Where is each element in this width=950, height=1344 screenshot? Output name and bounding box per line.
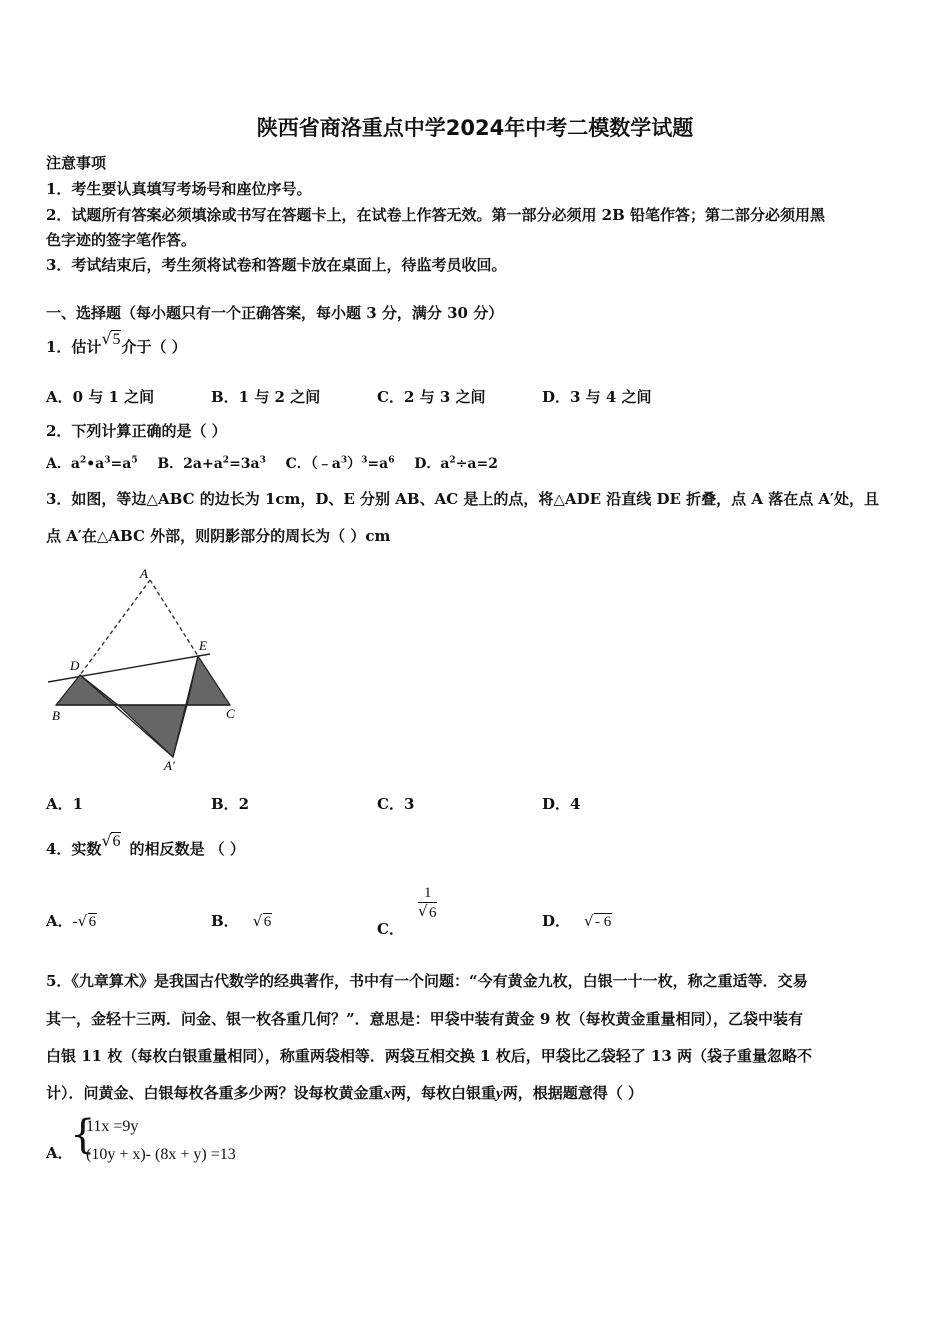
q2-d-rest: ÷a=2: [455, 456, 498, 472]
q1-option-a: A．0 与 1 之间: [46, 388, 155, 406]
label-a-prime: A′: [164, 758, 175, 773]
dashed-ad: [80, 580, 150, 675]
q2-d-exp: 2: [449, 455, 456, 466]
q4-d-sqrt: [584, 914, 612, 931]
q2-c-exp3: 6: [388, 455, 395, 466]
q3-option-c: C．3: [377, 795, 415, 813]
q5-var-y: y: [496, 1086, 503, 1102]
q5-line4-part3: 两，根据题意得（ ）: [502, 1084, 643, 1102]
q3-option-a: A．1: [46, 795, 84, 813]
question-1: [46, 331, 187, 357]
q4-c-radicand: 6: [428, 905, 437, 921]
question-3-line-2: 点 A′在△ABC 外部，则阴影部分的周长为（ ）cm: [46, 527, 391, 545]
label-a: A: [140, 566, 148, 581]
q4-c-fraction: [418, 884, 438, 923]
question-3-line-1: 3．如图，等边△ABC 的边长为 1cm，D、E 分别 AB、AC 是上的点，将△ADE 沿直线 DE 折叠，点 A 落在点 A′处，且: [46, 490, 880, 508]
q1-prefix: 1．估计: [46, 338, 102, 356]
label-d: D: [70, 658, 80, 673]
triangle-fold-figure: [40, 560, 250, 775]
dashed-ae: [150, 580, 198, 656]
label-b: B: [52, 708, 60, 723]
page-title: 陕西省商洛重点中学2024年中考二模数学试题: [256, 116, 694, 140]
q2-a-label: A．: [46, 456, 71, 472]
q2-b-exp2: 3: [259, 455, 266, 466]
q4-b-label: B．: [211, 912, 239, 930]
q4-option-d: [542, 910, 612, 931]
q4-prefix: 4．实数: [46, 840, 102, 858]
q2-options: [46, 453, 498, 473]
q4-radicand: 6: [112, 833, 121, 850]
notice-item-2: 2．试题所有答案必须填涂或书写在答题卡上，在试卷上作答无效。第一部分必须用 2B 铅笔作答；第二部分必须用黑: [46, 206, 826, 224]
q2-a-base: a: [70, 456, 80, 472]
q2-a-eq: =a: [110, 456, 132, 472]
q4-suffix: 的相反数是 （ ）: [129, 840, 245, 858]
q2-b-exp: 2: [222, 455, 230, 466]
q4-a-sqrt: [78, 914, 98, 931]
notice-item-2-cont: 色字迹的签字笔作答。: [46, 231, 197, 249]
q5-a-equation-1: 11x =9y: [86, 1118, 139, 1135]
label-e: E: [199, 638, 207, 653]
sqrt6: [101, 833, 121, 851]
question-5-line-4: [46, 1082, 643, 1103]
q2-c-eq: =a: [367, 456, 389, 472]
q2-c-exp: 3: [340, 455, 348, 466]
notice-item-1: 1．考生要认真填写考场号和座位序号。: [46, 180, 312, 198]
q4-a-sign: -: [72, 914, 78, 930]
q4-c-numerator: 1: [423, 885, 432, 901]
question-4: [46, 833, 245, 859]
q1-radicand: 5: [112, 331, 121, 348]
q3-option-b: B．2: [211, 795, 250, 813]
q4-a-radicand: 6: [88, 914, 97, 930]
notice-heading: 注意事项: [46, 154, 107, 172]
q4-b-radicand: 6: [263, 914, 272, 930]
section-heading: 一、选择题（每小题只有一个正确答案，每小题 3 分，满分 30 分）: [46, 304, 504, 322]
q4-option-c: [377, 884, 437, 938]
q5-var-x: x: [383, 1086, 392, 1102]
q5-line4-part2: 两，每枚白银重: [391, 1084, 497, 1102]
system-brace: {: [70, 1112, 96, 1158]
q4-c-sqrt: [418, 903, 438, 923]
q2-c-exp2: 3: [361, 455, 368, 466]
q1-suffix: 介于（ ）: [121, 338, 187, 356]
q1-option-d: D．3 与 4 之间: [542, 388, 652, 406]
q2-c: C．（﹣a: [285, 456, 341, 472]
q4-option-b: [211, 910, 272, 931]
q5-line4-part1: 计）．问黄金、白银每枚各重多少两？设每枚黄金重: [46, 1084, 384, 1102]
q2-a-exp1: 2: [79, 455, 87, 466]
q2-c-close: ）: [347, 456, 362, 472]
q5-a-equation-2: (10y + x)- (8x + y) =13: [86, 1146, 236, 1163]
q5-option-a-label: A．: [46, 1144, 73, 1162]
q2-b: B．2a+a: [157, 456, 223, 472]
shaded-region-bottom: [118, 705, 187, 757]
shaded-region-right: [187, 656, 230, 705]
q2-b-eq: =3a: [229, 456, 260, 472]
question-2: 2．下列计算正确的是（ ）: [46, 422, 227, 440]
question-5-line-3: 白银 11 枚（每枚白银重量相同），称重两袋相等．两袋互相交换 1 枚后，甲袋比乙袋轻了 13 两（袋子重量忽略不: [46, 1047, 813, 1065]
q2-d: D．a: [414, 456, 450, 472]
q1-option-b: B．1 与 2 之间: [211, 388, 321, 406]
q3-option-d: D．4: [542, 795, 581, 813]
q2-a-exp2: 3: [104, 455, 111, 466]
sqrt5: [101, 331, 121, 349]
q4-d-label: D．: [542, 912, 571, 930]
q4-d-radicand: - 6: [595, 914, 612, 930]
question-5-line-1: 5．《九章算术》是我国古代数学的经典著作，书中有一个问题：“今有黄金九枚，白银一十一枚，称之重适等．交易: [46, 972, 808, 990]
q2-a-mid: •a: [86, 456, 105, 472]
q4-c-label: C．: [377, 919, 404, 938]
q4-b-sqrt: [253, 914, 273, 931]
notice-item-3: 3．考试结束后，考生须将试卷和答题卡放在桌面上，待监考员收回。: [46, 256, 507, 274]
question-5-line-2: 其一，金轻十三两．问金、银一枚各重几何？”．意思是：甲袋中装有黄金 9 枚（每枚黄金重量相同），乙袋中装有: [46, 1010, 804, 1028]
q4-a-label: A．: [46, 912, 73, 930]
q2-a-exp3: 5: [131, 455, 138, 466]
q4-option-a: [46, 910, 97, 931]
label-c: C: [226, 706, 235, 721]
q1-option-c: C．2 与 3 之间: [377, 388, 486, 406]
